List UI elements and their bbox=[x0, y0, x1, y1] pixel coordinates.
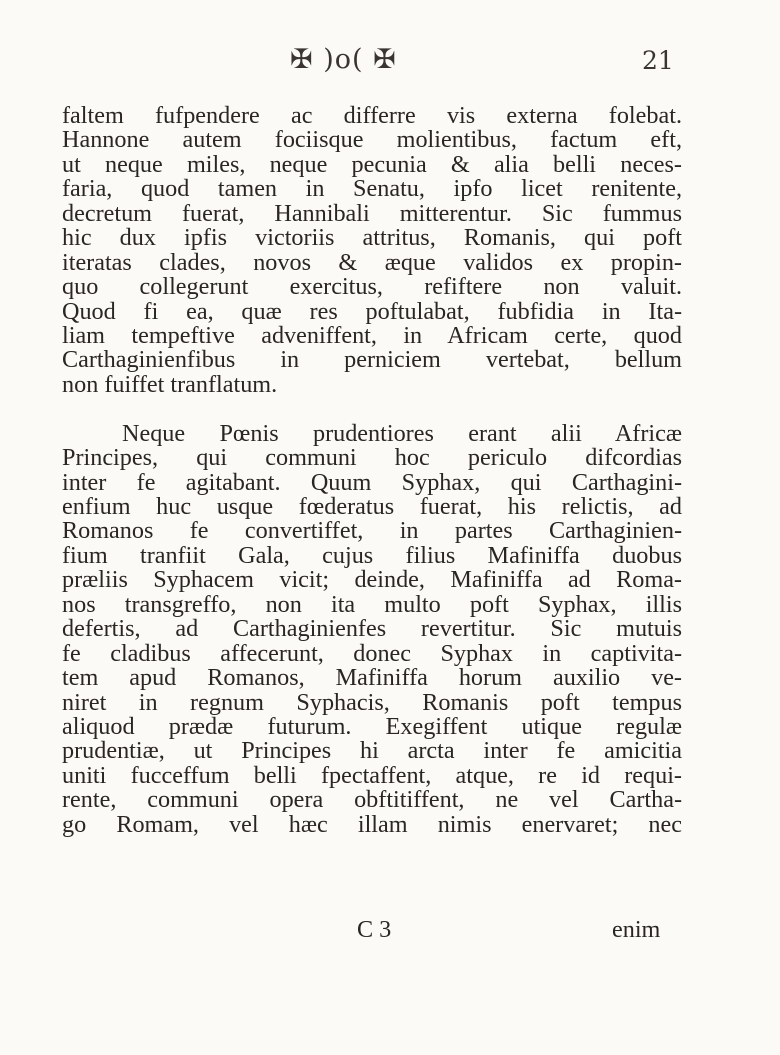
page-number: 21 bbox=[642, 46, 674, 75]
text-line: tem apud Romanos, Mafiniffa horum auxilio ve- bbox=[62, 664, 682, 692]
text-line: aliquod prædæ futurum. Exegiffent utique regulæ bbox=[62, 712, 682, 740]
text-line: defertis, ad Carthaginienfes revertitur. Sic mutuis bbox=[62, 615, 682, 643]
text-line: faria, quod tamen in Senatu, ipfo licet renitente, bbox=[62, 175, 682, 203]
text-line: liam tempeftive adveniffent, in Africam certe, quod bbox=[62, 321, 682, 349]
page-header bbox=[0, 44, 780, 84]
text-line: fium tranfiit Gala, cujus filius Mafiniffa duobus bbox=[62, 541, 682, 569]
text-line: rente, communi opera obftitiffent, ne vel Cartha- bbox=[62, 786, 682, 814]
text-line: hic dux ipfis victoriis attritus, Romanis, qui poft bbox=[62, 224, 682, 252]
header-ornament: ✠ )o( ✠ bbox=[290, 44, 397, 75]
text-line: ut neque miles, neque pecunia & alia belli neces- bbox=[62, 150, 682, 178]
text-line: quo collegerunt exercitus, refiftere non valuit. bbox=[62, 273, 682, 301]
text-line: non fuiffet tranflatum. bbox=[62, 370, 278, 398]
text-line: Hannone autem fociisque molientibus, factum eft, bbox=[62, 126, 682, 154]
text-line: faltem fufpendere ac differre vis externa folebat. bbox=[62, 102, 682, 129]
body-text bbox=[62, 104, 682, 837]
page-footer bbox=[0, 916, 780, 946]
text-line: prudentiæ, ut Principes hi arcta inter fe amicitia bbox=[62, 737, 682, 765]
text-line: decretum fuerat, Hannibali mitterentur. Sic fummus bbox=[62, 199, 682, 227]
text-line: enfium huc usque fœderatus fuerat, his relictis, ad bbox=[62, 493, 682, 520]
text-line: fe cladibus affecerunt, donec Syphax in captivita- bbox=[62, 639, 682, 667]
paragraph-gap bbox=[62, 397, 682, 421]
text-line: Neque Pœnis prudentiores erant alii Africæ bbox=[122, 419, 682, 447]
text-line: Carthaginienfibus in perniciem vertebat, bellum bbox=[62, 346, 682, 374]
catchword: enim bbox=[612, 916, 661, 943]
text-line: inter fe agitabant. Quum Syphax, qui Carthagini- bbox=[62, 468, 682, 496]
paragraph-2 bbox=[62, 419, 682, 838]
text-line: Quod fi ea, quæ res poftulabat, fubfidia in Ita- bbox=[62, 297, 682, 325]
text-line: niret in regnum Syphacis, Romanis poft tempus bbox=[62, 688, 682, 716]
text-line: Principes, qui communi hoc periculo difcordias bbox=[62, 444, 682, 472]
text-line: nos transgreffo, non ita multo poft Syphax, illis bbox=[62, 590, 682, 618]
text-line: præliis Syphacem vicit; deinde, Mafiniffa ad Roma- bbox=[62, 566, 682, 594]
text-line: go Romam, vel hæc illam nimis enervaret; nec bbox=[62, 810, 682, 838]
signature-mark: C 3 bbox=[357, 916, 392, 943]
text-line: Romanos fe convertiffet, in partes Carthaginien- bbox=[62, 517, 682, 545]
text-line: uniti fucceffum belli fpectaffent, atque, re id requi- bbox=[62, 761, 682, 789]
text-line: iteratas clades, novos & æque validos ex propin- bbox=[62, 248, 682, 276]
paragraph-1 bbox=[62, 104, 682, 397]
